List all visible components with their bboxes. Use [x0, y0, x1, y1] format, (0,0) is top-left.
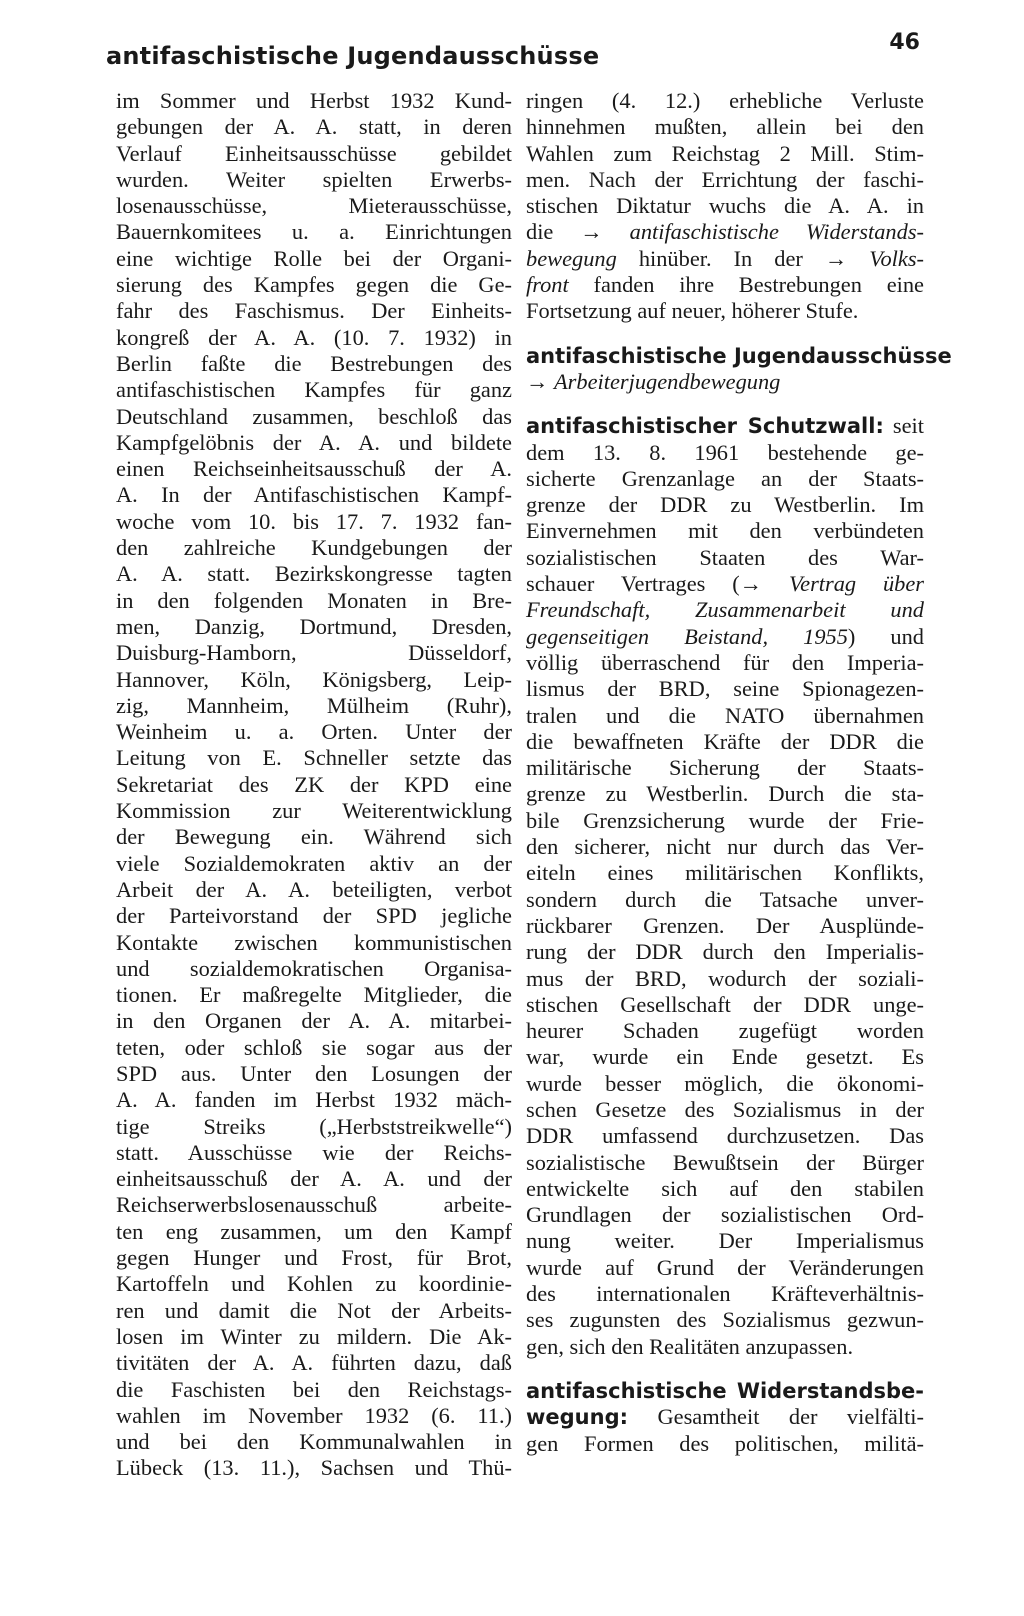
- text-line: nung weiter. Der Imperialismus: [526, 1228, 924, 1254]
- text-line: in den Organen der A. A. mitarbei-: [116, 1008, 512, 1034]
- text-line: wegung: Gesamtheit der vielfälti-: [526, 1404, 924, 1430]
- text-line: gen, sich den Realitäten anzupassen.: [526, 1333, 854, 1359]
- text-line: sozialistischen Staaten des War-: [526, 544, 924, 570]
- text-line: Einvernehmen mit den verbündeten: [526, 518, 924, 544]
- text-line: dem 13. 8. 1961 bestehende ge-: [526, 439, 924, 465]
- text-line: grenze der DDR zu Westberlin. Im: [526, 492, 924, 518]
- text-line: losen im Winter zu mildern. Die Ak-: [116, 1323, 512, 1349]
- text-line: der Bewegung ein. Während sich: [116, 824, 512, 850]
- text-line: sicherte Grenzanlage an der Staats-: [526, 465, 924, 491]
- text-line: gen Formen des politischen, militä-: [526, 1430, 924, 1456]
- text-line: Kommission zur Weiterentwicklung: [116, 798, 512, 824]
- text-line: den sicherer, nicht nur durch das Ver-: [526, 834, 924, 860]
- text-line: ten eng zusammen, um den Kampf: [116, 1218, 512, 1244]
- text-line: wurde auf Grund der Veränderungen: [526, 1254, 924, 1280]
- text-line: Kartoffeln und Kohlen zu koordinie-: [116, 1271, 512, 1297]
- text-line: teten, oder schloß sie sogar aus der: [116, 1034, 512, 1060]
- paragraph-part: [526, 440, 924, 571]
- text-line: rückbarer Grenzen. Der Ausplünde-: [526, 912, 924, 938]
- text-line: tionen. Er maßregelte Mitglieder, die: [116, 982, 512, 1008]
- text-line: Hannover, Köln, Königsberg, Leip-: [116, 666, 512, 692]
- text-line: ringen (4. 12.) erhebliche Verluste: [526, 88, 924, 113]
- text-line: heurer Schaden zugefügt worden: [526, 1018, 924, 1044]
- text-line: war, wurde ein Ende gesetzt. Es: [526, 1044, 924, 1070]
- text-line: entwickelte sich auf den stabilen: [526, 1175, 924, 1201]
- text-line: bile Grenzsicherung wurde der Frie-: [526, 807, 924, 833]
- text-line: Leitung von E. Schneller setzte das: [116, 745, 512, 771]
- cross-reference: gegenseitigen Beistand, 1955: [526, 623, 848, 649]
- text-line: A. A. fanden im Herbst 1932 mäch-: [116, 1087, 512, 1113]
- text-line: sozialistische Bewußtsein der Bürger: [526, 1149, 924, 1175]
- text-line: der Parteivorstand der SPD jegliche: [116, 903, 512, 929]
- text-line: Weinheim u. a. Orten. Unter der: [116, 719, 512, 745]
- text-line: bewegung hinüber. In der → Volks-: [526, 245, 924, 271]
- text-line: SPD aus. Unter den Losungen der: [116, 1060, 512, 1086]
- text-line: völlig überraschend für den Imperia-: [526, 649, 924, 675]
- text-line: ren und damit die Not der Arbeits-: [116, 1297, 512, 1323]
- text-line: grenze zu Westberlin. Durch die sta-: [526, 781, 924, 807]
- text-line: die Faschisten bei den Reichstags-: [116, 1376, 512, 1402]
- entry-keyword: antifaschistische Widerstandsbe-: [526, 1378, 924, 1403]
- running-head: antifaschistische Jugendausschüsse: [106, 42, 600, 70]
- text-line: wurden. Weiter spielten Erwerbs-: [116, 166, 512, 192]
- entry-keyword: antifaschistische Jugendausschüsse: [526, 343, 952, 368]
- text-line: Duisburg-Hamborn, Düsseldorf,: [116, 640, 512, 666]
- text-line: tivitäten der A. A. führten dazu, daß: [116, 1350, 512, 1376]
- text-line: wahlen im November 1932 (6. 11.): [116, 1402, 512, 1428]
- text-line: gegenseitigen Beistand, 1955) und: [526, 623, 924, 649]
- text-line: eine wichtige Rolle bei der Organi-: [116, 245, 512, 271]
- text-line: Sekretariat des ZK der KPD eine: [116, 771, 512, 797]
- text-line: Bauernkomitees u. a. Einrichtungen: [116, 219, 512, 245]
- cross-reference-line: Freundschaft, Zusammenarbeit und: [526, 597, 924, 623]
- text-line: Verlauf Einheitsausschüsse gebildet: [116, 140, 512, 166]
- text-line: wurde besser möglich, die ökonomi-: [526, 1070, 924, 1096]
- cross-reference: Vertrag über: [788, 571, 925, 597]
- text-line: die bewaffneten Kräfte der DDR die: [526, 728, 924, 754]
- text-line: eiteln eines militärischen Konflikts,: [526, 860, 924, 886]
- text-line: hinnehmen mußten, allein bei den: [526, 114, 924, 140]
- text-line: A. In der Antifaschistischen Kampf-: [116, 482, 512, 508]
- text-line: die → antifaschistische Widerstands-: [526, 219, 924, 245]
- text-line: in den folgenden Monaten in Bre-: [116, 587, 512, 613]
- text-line: DDR umfassend durchzusetzen. Das: [526, 1123, 924, 1149]
- text-line: → Arbeiterjugendbewegung: [526, 368, 781, 394]
- text-line: schen Gesetze des Sozialismus in der: [526, 1096, 924, 1122]
- cross-reference: Arbeiterjugendbewegung: [554, 368, 781, 394]
- text-line: Kontakte zwischen kommunistischen: [116, 929, 512, 955]
- text-line: und bei den Kommunalwahlen in: [116, 1429, 512, 1455]
- paragraph-part: [526, 650, 924, 1360]
- text-line: Deutschland zusammen, beschloß das: [116, 403, 512, 429]
- text-line: kongreß der A. A. (10. 7. 1932) in: [116, 324, 512, 350]
- left-column: [116, 88, 512, 1482]
- text-line: schauer Vertrages (→ Vertrag über: [526, 571, 925, 597]
- text-line: stischen Diktatur wuchs die A. A. in: [526, 193, 924, 219]
- entry-keyword: wegung:: [526, 1405, 629, 1430]
- text-line: woche vom 10. bis 17. 7. 1932 fan-: [116, 508, 512, 534]
- text-line: viele Sozialdemokraten aktiv an der: [116, 850, 512, 876]
- cross-reference: Volks-: [869, 245, 924, 271]
- cross-reference: antifaschistische Widerstands-: [629, 219, 924, 245]
- text-line: rung der DDR durch den Imperialis-: [526, 939, 924, 965]
- text-line: antifaschistischen Kampfes für ganz: [116, 377, 512, 403]
- entry-keyword-line: [526, 1378, 924, 1404]
- entry-schutzwall: [526, 413, 924, 1360]
- text-line: Grundlagen der sozialistischen Ord-: [526, 1202, 924, 1228]
- text-line: und sozialdemokratischen Organisa-: [116, 955, 512, 981]
- text-line: Kampfgelöbnis der A. A. und bildete: [116, 429, 512, 455]
- text-line: sierung des Kampfes gegen die Ge-: [116, 272, 512, 298]
- text-line: Lübeck (13. 11.), Sachsen und Thü-: [116, 1455, 512, 1481]
- text-line: Fortsetzung auf neuer, höherer Stufe.: [526, 298, 859, 324]
- continuation-paragraph: [526, 88, 924, 219]
- text-line: men, Danzig, Dortmund, Dresden,: [116, 613, 512, 639]
- text-line: A. A. statt. Bezirkskongresse tagten: [116, 561, 512, 587]
- right-column: [526, 88, 952, 1457]
- text-line: losenausschüsse, Mieterausschüsse,: [116, 193, 512, 219]
- entry-keyword: antifaschistischer Schutzwall:: [526, 414, 884, 439]
- cross-reference: front: [526, 272, 569, 298]
- entry-widerstandsbewegung: [526, 1378, 924, 1457]
- text-line: Berlin faßte die Bestrebungen des: [116, 350, 512, 376]
- text-line: lismus der BRD, seine Spionagezen-: [526, 676, 924, 702]
- text-line: zig, Mannheim, Mülheim (Ruhr),: [116, 692, 512, 718]
- text-line: mus der BRD, wodurch der soziali-: [526, 965, 924, 991]
- text-line: gebungen der A. A. statt, in deren: [116, 114, 512, 140]
- text-line: Arbeit der A. A. beteiligten, verbot: [116, 876, 512, 902]
- text-line: einen Reichseinheitsausschuß der A.: [116, 456, 512, 482]
- text-line: tralen und die NATO übernahmen: [526, 702, 924, 728]
- text-line: den zahlreiche Kundgebungen der: [116, 535, 512, 561]
- text-line: men. Nach der Errichtung der faschi-: [526, 166, 924, 192]
- text-line: gegen Hunger und Frost, für Brot,: [116, 1245, 512, 1271]
- text-line: stischen Gesellschaft der DDR unge-: [526, 991, 924, 1017]
- text-line: militärische Sicherung der Staats-: [526, 755, 924, 781]
- page-number: 46: [889, 30, 920, 55]
- text-line: Wahlen zum Reichstag 2 Mill. Stim-: [526, 140, 924, 166]
- text-line: des internationalen Kräfteverhältnis-: [526, 1281, 924, 1307]
- cross-reference: bewegung: [526, 245, 617, 271]
- text-line: front fanden ihre Bestrebungen eine: [526, 272, 924, 298]
- text-line: ses zugunsten des Sozialismus gezwun-: [526, 1307, 924, 1333]
- text-line: tige Streiks („Herbststreikwelle“): [116, 1113, 512, 1139]
- text-line: fahr des Faschismus. Der Einheits-: [116, 298, 512, 324]
- entry-jugendausschuesse: [526, 343, 952, 396]
- text-line: im Sommer und Herbst 1932 Kund-: [116, 88, 512, 113]
- entry-keyword-line: [526, 343, 952, 369]
- text-line: einheitsausschuß der A. A. und der: [116, 1166, 512, 1192]
- text-line: sondern durch die Tatsache unver-: [526, 886, 924, 912]
- entry-keyword-line: antifaschistischer Schutzwall: seit: [526, 413, 924, 439]
- text-line: Reichserwerbslosenausschuß arbeite-: [116, 1192, 512, 1218]
- text-line: statt. Ausschüsse wie der Reichs-: [116, 1139, 512, 1165]
